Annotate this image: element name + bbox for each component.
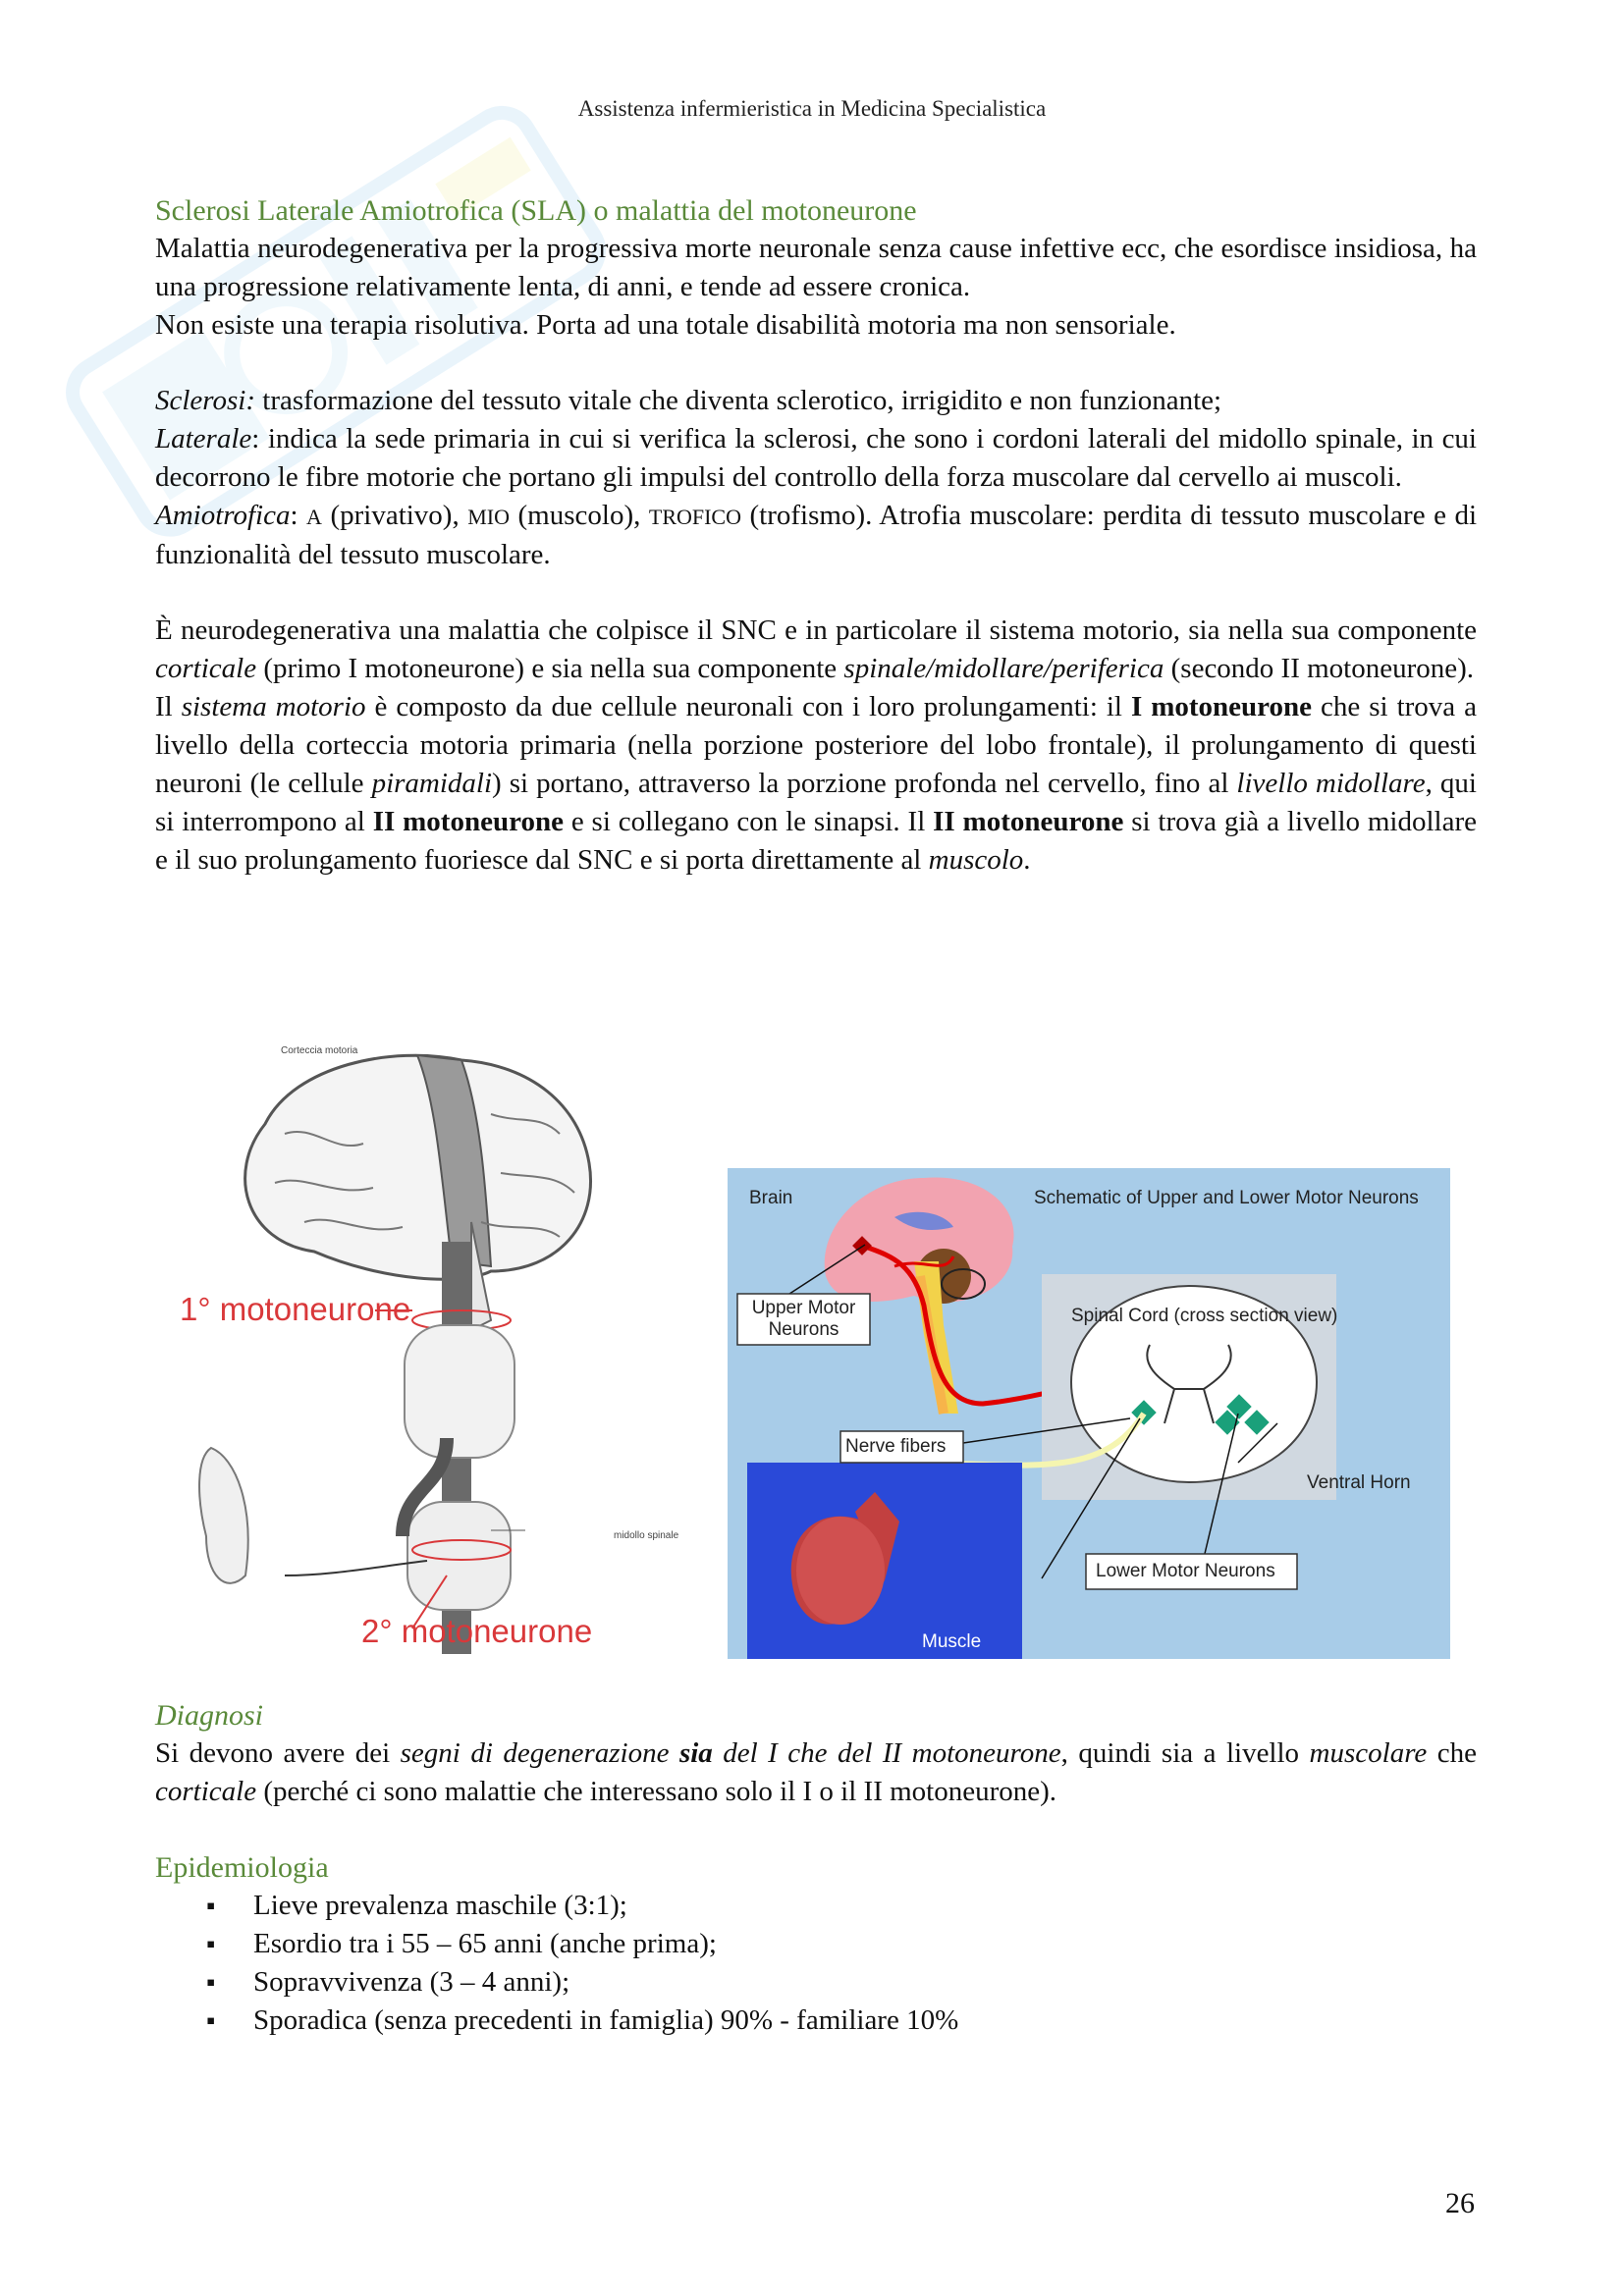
sla-heading: Sclerosi Laterale Amiotrofica (SLA) o malattia del motoneurone [155,194,917,227]
spinal-cord-label: Spinal Cord (cross section view) [1071,1306,1338,1326]
neurodegenerativa-paragraph: È neurodegenerativa una malattia che colpisce il SNC e in particolare il sistema motorio, sia nella sua componente corticale (primo I motoneurone) e sia nella sua componente spinale/midollare/periferica (secondo II motoneurone). [155,614,1477,684]
sla-para-2: Non esiste una terapia risolutiva. Porta ad una totale disabilità motoria ma non sensoriale. [155,309,1176,341]
diagnosi-paragraph: Si devono avere dei segni di degenerazione sia del I che del II motoneurone, quindi sia a livello muscolare che corticale (perché ci sono malattie che interessano solo il I o il II motoneurone). [155,1737,1477,1807]
page-number: 26 [1445,2187,1475,2219]
list-item: ▪ Lieve prevalenza maschile (3:1); [206,1887,1477,1925]
epidemiologia-heading: Epidemiologia [155,1851,329,1884]
brain-label: Brain [749,1188,793,1208]
midollo-label: midollo spinale [614,1530,679,1541]
motor-pathway-figure [167,1026,717,1659]
muscle-label: Muscle [922,1631,982,1652]
second-motoneuron-label: 2° motoneurone [361,1613,593,1649]
nerve-fibers-label: Nerve fibers [845,1436,947,1457]
sclerosi-definition: Sclerosi: trasformazione del tessuto vitale che diventa sclerotico, irrigidito e non funzionante; [155,385,1222,416]
laterale-definition: Laterale: indica la sede primaria in cui si verifica la sclerosi, che sono i cordoni laterali del midollo spinale, in cui decorrono le fibre motorie che portano gli impulsi del controllo della forza muscolare dal cervello ai muscoli. [155,423,1477,493]
list-item: ▪ Esordio tra i 55 – 65 anni (anche prima); [206,1925,1477,1963]
schematic-drawing [728,1168,1450,1659]
page-header: Assistenza infermieristica in Medicina Specialistica [577,96,1047,121]
sistema-motorio-paragraph: Il sistema motorio è composto da due cellule neuronali con i loro prolungamenti: il I motoneurone che si trova a livello della corteccia motoria primaria (nella porzione posteriore del lobo frontale), il prolungamento di questi neuroni (le cellule piramidali) si portano, attraverso la porzione profonda nel cervello, fino al livello midollare, qui si interrompono al II motoneurone e si collegano con le sinapsi. Il II motoneurone si trova già a livello midollare e il suo prolungamento fuoriesce dal SNC e si porta direttamente al muscolo. [155,691,1478,876]
lower-content [155,1696,1477,2040]
amiotrofica-definition: Amiotrofica: A (privativo), MIO (muscolo), TROFICO (trofismo). Atrofia muscolare: perdita di tessuto muscolare e di funzionalità del tessuto muscolare. [155,500,1478,570]
ventral-horn-label: Ventral Horn [1307,1472,1411,1493]
main-content [155,191,1477,880]
list-item: ▪ Sopravvivenza (3 – 4 anni); [206,1963,1477,2002]
diagnosi-heading: Diagnosi [155,1699,264,1732]
list-item: ▪ Sporadica (senza precedenti in famiglia) 90% - familiare 10% [206,2002,1477,2040]
upper-motor-neurons-label: Upper Motor Neurons [751,1298,856,1340]
corteccia-label: Corteccia motoria [281,1045,358,1056]
brain-spine-drawing [167,1026,717,1659]
first-motoneuron-label: 1° motoneurone [180,1291,411,1327]
epidemiologia-list [155,1887,1477,2040]
lower-motor-neurons-label: Lower Motor Neurons [1096,1561,1275,1581]
schematic-title: Schematic of Upper and Lower Motor Neurons [1034,1188,1419,1208]
sla-para-1: Malattia neurodegenerativa per la progressiva morte neuronale senza cause infettive ecc, che esordisce insidiosa, ha una progressione relativamente lenta, di anni, e tende ad essere cronica. [155,233,1477,302]
motor-neuron-schematic [728,1168,1450,1659]
